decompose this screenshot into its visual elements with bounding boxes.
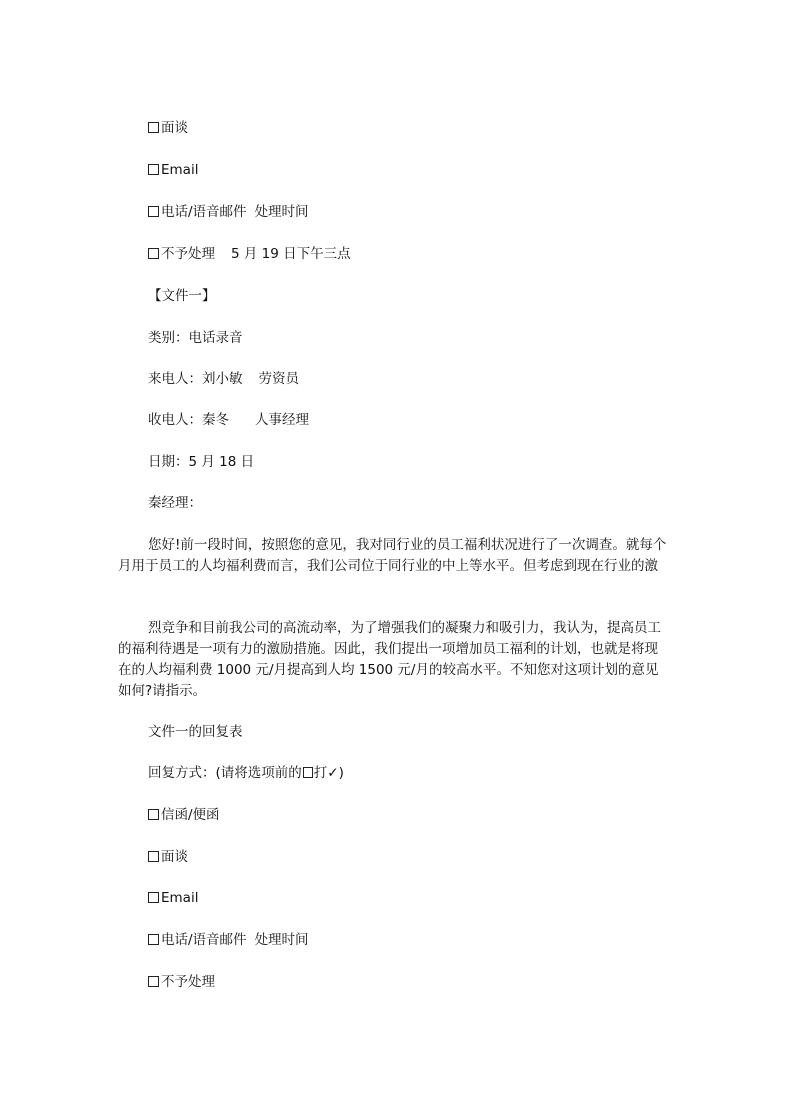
receiver-role: 人事经理 [255, 412, 309, 428]
reply-option-face-talk[interactable] [148, 847, 188, 867]
option-phone[interactable] [148, 202, 309, 222]
reply-title: 文件一的回复表 [148, 724, 243, 740]
reply-method-instruction [148, 763, 344, 783]
checkbox[interactable] [148, 164, 159, 175]
reply-method-suffix: 打✓) [313, 765, 344, 781]
reply-option-phone[interactable] [148, 930, 309, 950]
caller-label: 来电人：刘小敏 [148, 371, 243, 387]
option-label: 不予处理 [161, 246, 215, 262]
option-face-talk[interactable] [148, 118, 188, 138]
option-email[interactable] [148, 160, 198, 180]
option-label: 不予处理 [161, 974, 215, 990]
file-paragraph-1: 您好!前一段时间，按照您的意见，我对同行业的员工福利状况进行了一次调查。就每个月用于员工的人均福利费而言，我们公司位于同行业的中上等水平。但考虑到现在行业的激 [118, 537, 667, 574]
option-label: 电话/语音邮件 [161, 204, 247, 220]
checkbox[interactable] [148, 892, 159, 903]
process-time-label: 处理时间 [254, 204, 309, 220]
option-label: 电话/语音邮件 [161, 932, 247, 948]
option-label: Email [161, 162, 199, 178]
process-time-label: 处理时间 [254, 932, 309, 948]
file-category: 类别：电话录音 [148, 330, 243, 346]
process-date-time: 5 月 19 日下午三点 [231, 246, 351, 262]
file-receiver [148, 410, 309, 430]
checkbox[interactable] [148, 934, 159, 945]
checkbox[interactable] [148, 206, 159, 217]
caller-role: 劳资员 [258, 371, 299, 387]
option-label: 面谈 [161, 120, 188, 136]
option-label: 面谈 [161, 849, 188, 865]
reply-option-email[interactable] [148, 888, 198, 908]
file-date: 日期：5 月 18 日 [148, 454, 255, 470]
checkbox[interactable] [148, 809, 159, 820]
option-no-process[interactable] [148, 244, 351, 264]
file-greeting: 秦经理： [148, 495, 202, 511]
reply-method-prefix: 回复方式：(请将选项前的 [148, 765, 302, 781]
option-label: 信函/便函 [161, 807, 220, 823]
file-caller [148, 369, 299, 389]
checkbox[interactable] [148, 851, 159, 862]
option-label: Email [161, 890, 199, 906]
reply-option-no-process[interactable] [148, 972, 215, 992]
checkbox-symbol [303, 767, 313, 778]
checkbox[interactable] [148, 976, 159, 987]
reply-option-letter[interactable] [148, 805, 220, 825]
file-paragraph-2: 烈竞争和目前我公司的高流动率，为了增强我们的凝聚力和吸引力，我认为，提高员工的福利待遇是一项有力的激励措施。因此，我们提出一项增加员工福利的计划，也就是将现在的人均福利费 1000 元/月提高到人均 1500 元/月的较高水平。不知您对这项计划的意见如何?请指示。 [118, 620, 661, 699]
checkbox[interactable] [148, 122, 159, 133]
file-title: 【文件一】 [148, 288, 216, 304]
checkbox[interactable] [148, 248, 159, 259]
receiver-label: 收电人：秦冬 [148, 412, 229, 428]
